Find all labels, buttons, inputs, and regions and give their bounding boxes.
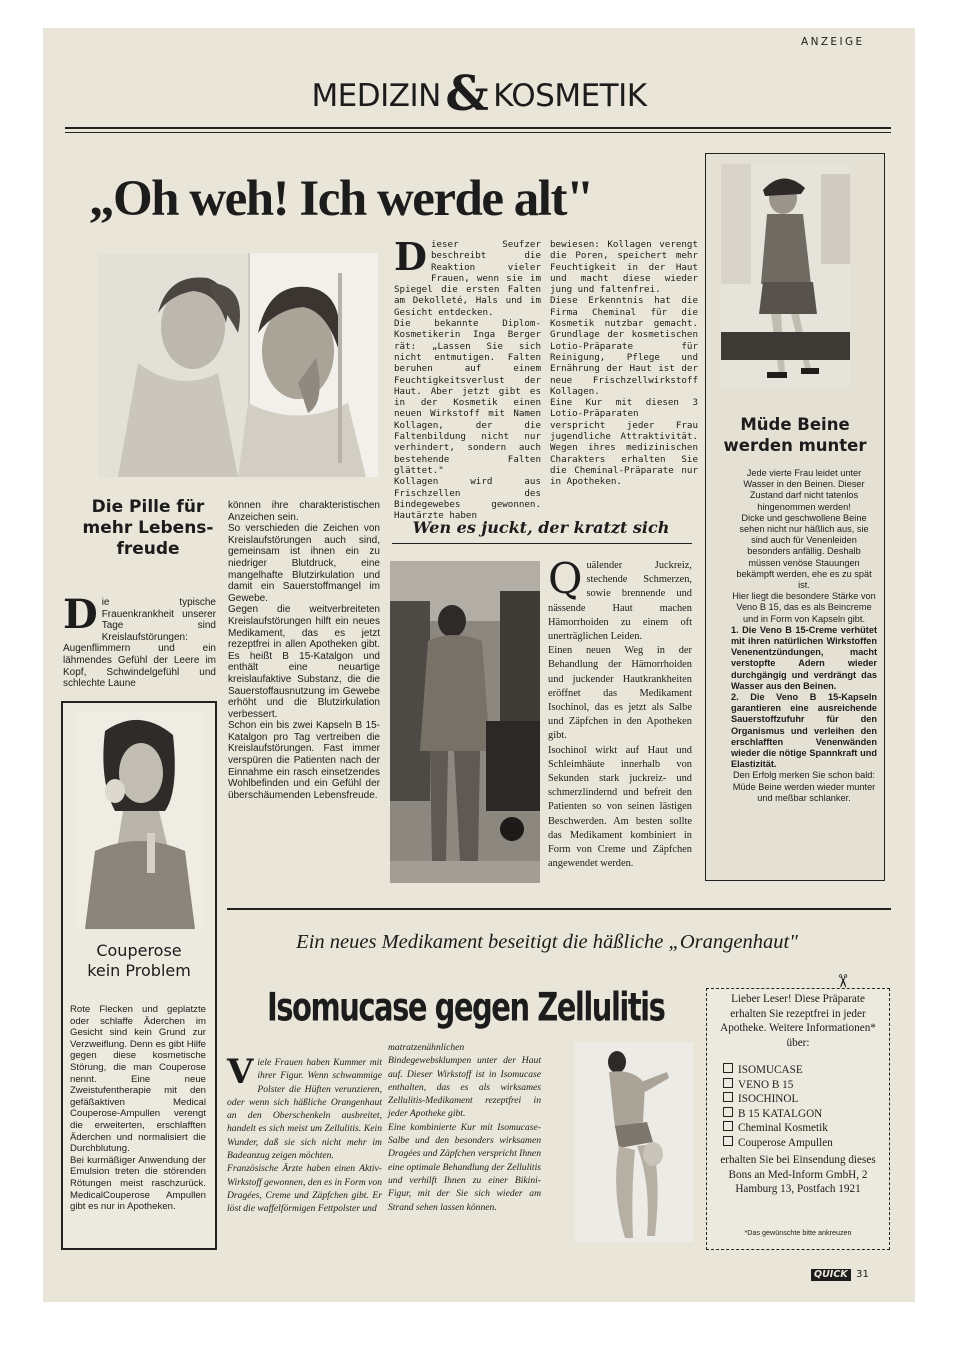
header-rule-bottom (65, 132, 891, 133)
magazine-logo: QUICK (811, 1269, 851, 1281)
scissors-icon: ✂ (831, 973, 853, 989)
legs-bold-1: 1. Die Veno B 15-Creme verhütet mit ihren natürlichen Wirkstoffen Venenentzündungen, macht verstopfte Adern wieder durchgängig und verdrängt das Wasser aus den Beinen. (731, 624, 877, 691)
article1-col2 (550, 239, 698, 488)
orangenhaut-col2 (388, 1041, 541, 1214)
pille-col1 (63, 591, 216, 690)
coupon-item[interactable] (723, 1078, 883, 1093)
couperose-headline-line1: Couperose (96, 941, 182, 960)
coupon-intro: Lieber Leser! Diese Präparate erhalten Sie rezeptfrei in jeder Apotheke. Weitere Informationen* über: (720, 993, 876, 1049)
coupon-outro: erhalten Sie bei Einsendung dieses Bons an Med-Inform GmbH, 2 Hamburg 13, Postfach 1921 (720, 1154, 876, 1196)
legs-body-text: Jede vierte Frau leidet unter Wasser in den Beinen. Dieser Zustand darf nicht tatenlos hingenommen werden! Dicke und geschwollene Beine sehen nicht nur häßlich aus, sie sind auch für Venenleiden besonders anfällig. Deshalb müssen venöse Stauungen bekämpft werden, ehe es zu spät ist. Hier liegt die besondere Stärke von Veno B 15, das es als Beincreme und in Form von Kapseln gibt. (732, 468, 876, 624)
pille-col2-text: können ihre charakteristischen Anzeichen sein. So verschieden die Zeichen von Kreislaufstörungen auch sind, gemeinsam ist ihnen ein zu niedriger Blutdruck, eine mangelhafte Blutzirkulation und damit ein Sauerstoffmangel im Gewebe. Gegen die weitverbreiteten Kreislaufstörungen hilft ein neues Medikament, das es jetzt rezeptfrei in allen Apotheken gibt. Es heißt B 15-Katalgon und enthält eine neuartige kreislaufaktive Substanz, die die Sauerstoffausnutzung im Gewebe erhöht und die Blutzirkulation verbessert. Schon ein bis zwei Kapseln B 15-Katalgon pro Tag vertreiben die Kreislaufstörungen. Fast immer verspüren die Patienten nach der Einnahme ein rasch einsetzendes Wohlbefinden und ein Gefühl der überschäumenden Lebensfreude. (228, 500, 380, 801)
header-ampersand: & (445, 66, 489, 122)
coupon-item-label: B 15 KATALGON (738, 1107, 823, 1120)
couperose-headline (63, 941, 215, 981)
juckt-dropcap: Q (548, 554, 583, 603)
legs-body (731, 468, 877, 804)
couperose-body-text: Rote Flecken und geplatzte oder schlaffe Äderchen im Gesicht sind kein Grund zur Verzweiflung. Denn es gibt Hilfe gegen diese kosmetische Störung, die man Couperose nennt. Eine neue Zweistufentherapie mit den gefäßaktiven Medical Couperose-Ampullen verengt die erweiterten, erschlafften Äderchen und normalisiert die Durchblutung. Bei kurmäßiger Anwendung der Emulsion treten die störenden Rötungen meist raschzurück. MedicalCouperose Ampullen gibt es nur in Apotheken. (70, 1004, 206, 1213)
couperose-woman-photo (75, 711, 203, 929)
orangenhaut-col1-text: iele Frauen haben Kummer mit ihrer Figur. Wenn schwammige Polster die Hüften verunzieren, oder wenn sich häßliche Orangenhaut an den Oberschenkeln ausbreitet, handelt es sich meist um Zellulitis. Kein Wunder, daß sie sich nicht mehr im Badeanzug zeigen möchten. Französische Ärzte haben einen Aktiv-Wirkstoff gewonnen, den es in Form von Dragées, Creme und Zäpfchen gibt. Er löst die waffelförmigen Fettpolster und (227, 1057, 382, 1215)
page-number: 31 (856, 1269, 869, 1280)
coupon-item-label: Couperose Ampullen (738, 1136, 833, 1149)
checkbox-icon[interactable] (723, 1063, 733, 1073)
coupon-item-label: VENO B 15 (738, 1078, 794, 1091)
legs-headline (707, 414, 883, 456)
legs-headline-line2: werden munter (723, 436, 867, 455)
orangenhaut-headline: Isomucase gegen Zellulitis (267, 984, 665, 1030)
checkbox-icon[interactable] (723, 1107, 733, 1117)
orangenhaut-subheadline: Ein neues Medikament beseitigt die häßliche „Orangenhaut" (296, 931, 798, 953)
orangenhaut-rule (227, 908, 891, 910)
legs-end: Den Erfolg merken Sie schon bald: Müde Beine werden wieder munter und meßbar schlanker. (732, 770, 876, 803)
juckt-rule (392, 543, 692, 544)
checkbox-icon[interactable] (723, 1092, 733, 1102)
mirror-woman-photo (98, 253, 378, 477)
coupon-item-list (723, 1063, 883, 1151)
coupon-item[interactable] (723, 1063, 883, 1078)
checkbox-icon[interactable] (723, 1121, 733, 1131)
coupon-footnote: *Das gewünschte bitte ankreuzen (744, 1228, 852, 1237)
juckt-body-text: uälender Juckreiz, stechende Schmerzen, sowie brennende und nässende Haut machen Hämorrhoiden zu einem oft unerträglichen Leiden. Einen neuen Weg in der Behandlung der Hämorrhoiden und juckender Hautkrankheiten eröffnet das Medikament Isochinol, das es jetzt als Salbe und Zäpfchen in den Apotheken gibt. Isochinol wirkt auf Haut und Schleimhäute innerhalb von Sekunden stark juckreiz- und schmerzlindernd und befreit den Patienten so von seinen lästigen Beschwerden. Am besten sollte das Medikament kombiniert in Form von Creme und Zäpfchen angewendet werden. (548, 560, 692, 870)
article1-col1-text: ieser Seufzer beschreibt die Reaktion vieler Frauen, wenn sie im Spiegel die ersten Falten am Dekolleté, Hals und im Gesicht entdecken. Die bekannte Diplom-Kosmetikerin Inga Berger rät: „Lassen Sie sich nicht entmutigen. Falten beruhen auf einem Feuchtigkeitsverlust der Haut. Aber jetzt gibt es in der Kosmetik einen neuen Wirkstoff mit Namen Kollagen, der die Faltenbildung nicht nur verhindert, sondern auch bestehende Falten glättet." Kollagen wird aus Frischzellen des Bindegewebes gewonnen. Hautärzte haben (394, 239, 541, 522)
coupon-item-label: ISOCHINOL (738, 1093, 799, 1106)
couperose-body (70, 1004, 206, 1213)
street-crowd-photo (390, 561, 540, 883)
couperose-headline-line2: kein Problem (87, 961, 191, 980)
pille-col2 (228, 500, 380, 801)
pille-dropcap: D (63, 591, 98, 638)
coupon-item[interactable] (723, 1121, 883, 1136)
coupon-item-label: Cheminal Kosmetik (738, 1122, 828, 1135)
header-left: MEDIZIN (311, 78, 441, 114)
legs-woman-photo (721, 164, 850, 387)
legs-bold-2: 2. Die Veno B 15-Kapseln garantieren eine ausreichende Sauerstoffzufuhr für den Organismus und verleihen den erschlafften Venenwänden wieder die nötige Spannkraft und Elastizität. (731, 692, 877, 770)
coupon-item[interactable] (723, 1092, 883, 1107)
pille-headline: Die Pille für mehr Lebens-freude (82, 497, 214, 559)
article1-dropcap: D (394, 234, 427, 279)
checkbox-icon[interactable] (723, 1078, 733, 1088)
magazine-page (43, 28, 915, 1302)
orangenhaut-col2-text: matratzenähnlichen Bindegewebsklumpen unter der Haut auf. Dieser Wirkstoff ist in Isomucase enthalten, das es als wirksames Zellulitis-Medikament rezeptfrei in jeder Apotheke gibt. Eine kombinierte Kur mit Isomucase-Salbe und den besonders wirksamen Dragées und Zäpfchen verspricht Ihnen eine optimale Behandlung der Zellulitis und verhilft Ihnen zu einer Bikini-Figur, mit der Sie sich wieder am Strand sehen lassen können. (388, 1042, 541, 1213)
advertisement-label: ANZEIGE (801, 36, 865, 48)
orangenhaut-col1 (227, 1052, 382, 1216)
header-rule-top (65, 127, 891, 129)
section-header (43, 66, 915, 122)
main-headline: „Oh weh! Ich werde alt" (89, 171, 593, 227)
juckt-body (548, 554, 692, 871)
article1-col2-text: bewiesen: Kollagen verengt die Poren, speichert mehr Feuchtigkeit in der Haut und macht diese wieder jung und faltenfrei. Diese Erkenntnis hat die Firma Cheminal für die Kosmetik nutzbar gemacht. Grundlage der kosmetischen Lotio-Präparate für Reinigung, Pflege und Ernährung der Haut ist der neue Frischzellwirkstoff Kollagen. Eine Kur mit diesen 3 Lotio-Präparaten verspricht jeder Frau jugendliche Attraktivität. Wegen ihres medizinischen Charakters erhalten Sie die Cheminal-Präparate nur in Apotheken. (550, 239, 698, 488)
header-right: KOSMETIK (493, 78, 647, 114)
coupon-item[interactable] (723, 1136, 883, 1151)
orangenhaut-dropcap: V (227, 1052, 254, 1092)
footer (811, 1264, 869, 1282)
coupon-item-label: ISOMUCASE (738, 1064, 803, 1076)
legs-headline-line1: Müde Beine (740, 415, 850, 434)
article1-col1 (394, 234, 541, 522)
pille-col1-text: ie typische Frauenkrankheit unserer Tage sind Kreislaufstörungen: Augenflimmern und ein lähmendes Gefühl der Leere im Kopf, Schwindelgefühl und schlechte Laune (63, 597, 216, 690)
coupon-item[interactable] (723, 1107, 883, 1122)
checkbox-icon[interactable] (723, 1136, 733, 1146)
juckt-headline: Wen es juckt, der kratzt sich (412, 518, 670, 537)
bikini-woman-photo (575, 1042, 693, 1242)
